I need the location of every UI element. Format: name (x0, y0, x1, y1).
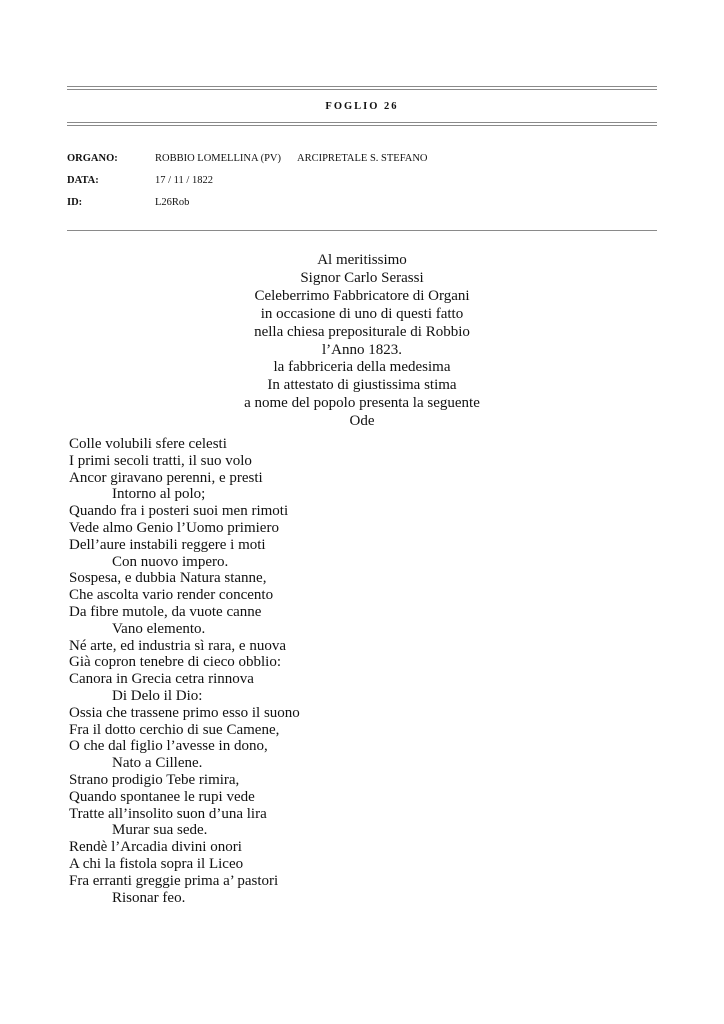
poem-line: A chi la fistola sopra il Liceo (69, 855, 244, 872)
dedication-line: Signor Carlo Serassi (300, 269, 424, 286)
poem-line: Ossia che trassene primo esso il suono (69, 704, 300, 721)
poem-line-indented: Con nuovo impero. (112, 553, 229, 570)
dedication-line: Celeberrimo Fabbricatore di Organi (254, 287, 470, 304)
data-value: 17 / 11 / 1822 (155, 175, 213, 186)
poem-line: Strano prodigio Tebe rimira, (69, 771, 240, 788)
poem-line: Fra erranti greggie prima a’ pastori (69, 872, 279, 889)
dedication (67, 252, 657, 431)
poem-line: Da fibre mutole, da vuote canne (69, 603, 262, 620)
poem-line: Quando spontanee le rupi vede (69, 788, 255, 805)
dedication-line: in occasione di uno di questi fatto (260, 305, 464, 322)
poem-line: Vede almo Genio l’Uomo primiero (69, 519, 279, 536)
dedication-line: In attestato di giustissima stima (267, 377, 457, 394)
page-title: FOGLIO 26 (325, 101, 399, 112)
meta-divider (67, 230, 657, 231)
poem-line: Colle volubili sfere celesti (69, 436, 227, 452)
poem-line: Che ascolta vario render concento (69, 587, 274, 604)
poem-line-indented: Di Delo il Dio: (112, 687, 203, 704)
header-bottom-rule (67, 122, 657, 126)
poem-line-indented: Risonar feo. (112, 889, 186, 906)
ode-heading: Ode (349, 413, 375, 430)
poem-line-indented: Nato a Cillene. (112, 755, 203, 772)
organo-church: ARCIPRETALE S. STEFANO (297, 153, 428, 164)
dedication-line: nella chiesa prepositurale di Robbio (254, 323, 470, 340)
id-value: L26Rob (155, 197, 190, 208)
organo-value: ROBBIO LOMELLINA (PV) (155, 153, 281, 164)
dedication-line: Al meritissimo (317, 252, 407, 268)
header-top-rule (67, 86, 657, 90)
poem (69, 436, 300, 906)
organo-label: ORGANO: (67, 153, 118, 164)
data-label: DATA: (67, 175, 99, 186)
poem-line: Rendè l’Arcadia divini onori (69, 839, 242, 856)
poem-line: Dell’aure instabili reggere i moti (69, 536, 266, 553)
poem-line: Già copron tenebre di cieco obblio: (69, 654, 282, 671)
poem-line: Sospesa, e dubbia Natura stanne, (69, 570, 267, 587)
dedication-line: l’Anno 1823. (322, 341, 402, 358)
poem-line: I primi secoli tratti, il suo volo (69, 452, 252, 469)
dedication-line: a nome del popolo presenta la seguente (244, 395, 480, 412)
poem-line-indented: Murar sua sede. (112, 822, 208, 839)
id-label: ID: (67, 197, 83, 208)
poem-line: Né arte, ed industria sì rara, e nuova (69, 637, 286, 654)
poem-line: Tratte all’insolito suon d’una lira (69, 805, 267, 822)
poem-line: Fra il dotto cerchio di sue Camene, (69, 721, 280, 738)
poem-line-indented: Intorno al polo; (112, 486, 206, 503)
poem-line: Ancor giravano perenni, e presti (69, 469, 263, 486)
poem-line: Canora in Grecia cetra rinnova (69, 671, 254, 688)
poem-line-indented: Vano elemento. (112, 620, 206, 637)
poem-line: O che dal figlio l’avesse in dono, (69, 738, 268, 755)
poem-line: Quando fra i posteri suoi men rimoti (69, 503, 289, 520)
dedication-line: la fabbriceria della medesima (273, 359, 451, 376)
